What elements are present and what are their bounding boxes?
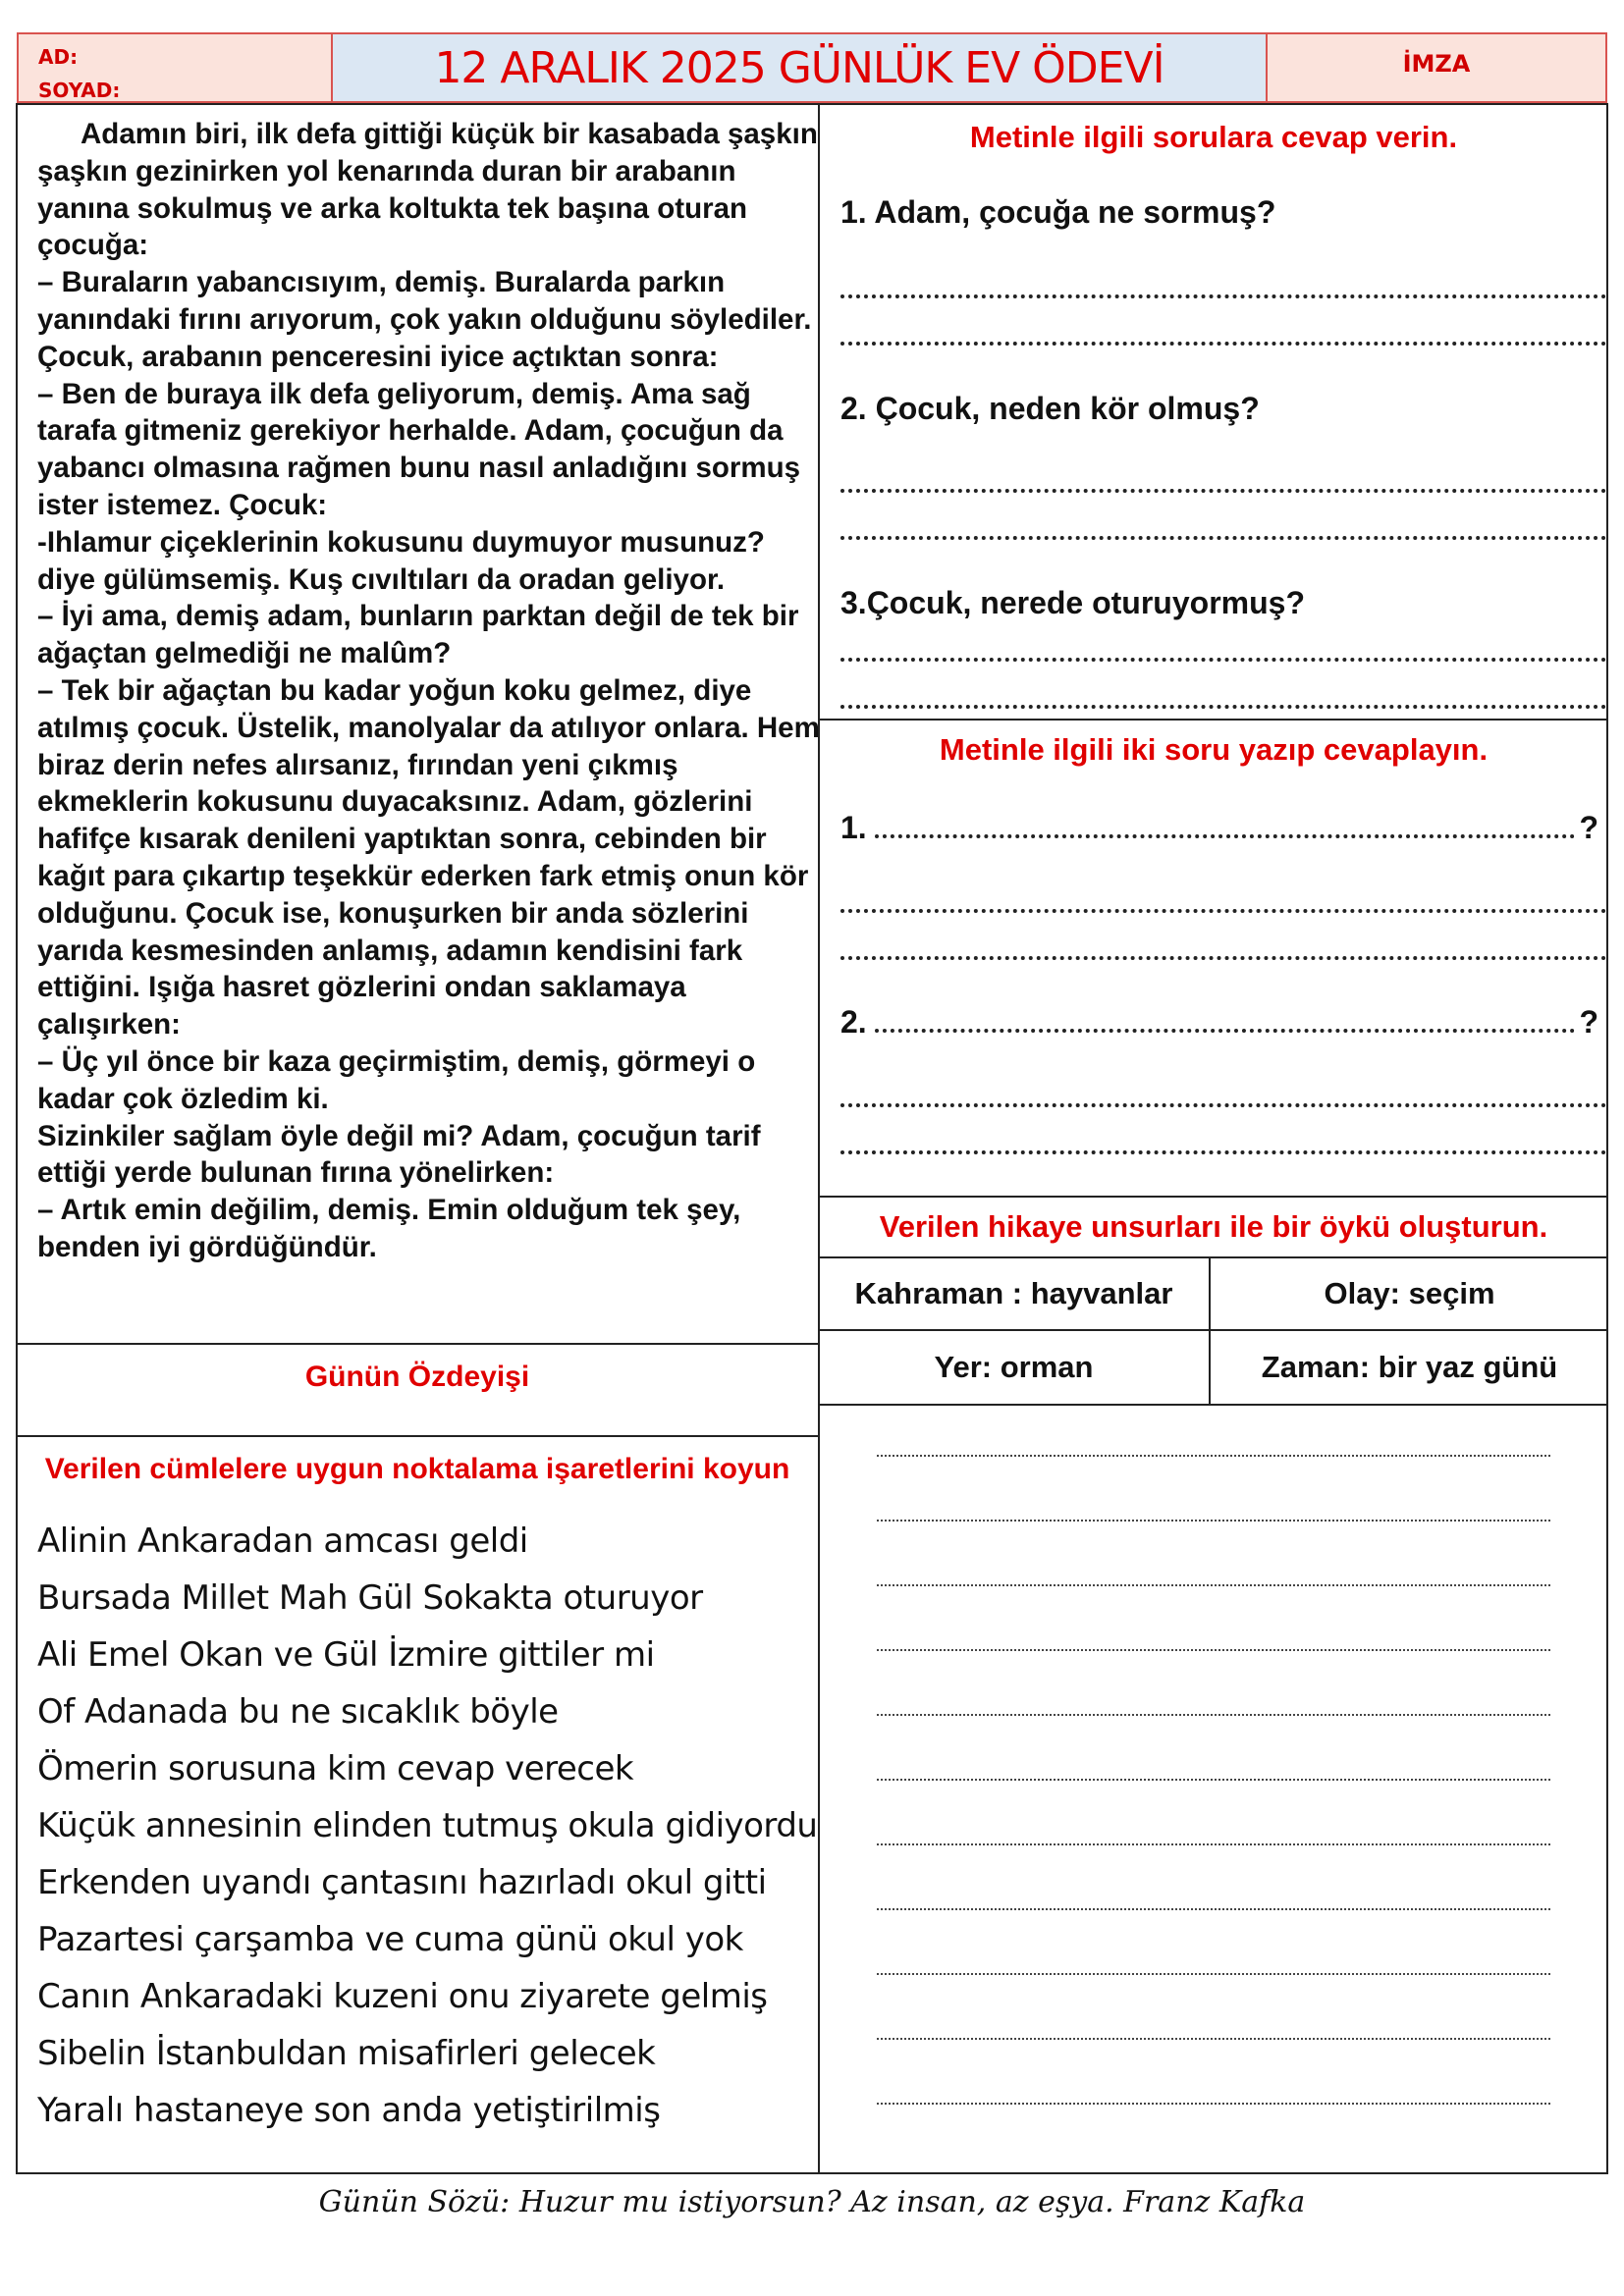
write-question-2[interactable] bbox=[840, 1001, 1598, 1041]
page-title: 12 ARALIK 2025 GÜNLÜK EV ÖDEVİ bbox=[434, 42, 1164, 93]
divider-story-bottom bbox=[16, 1343, 819, 1345]
punctuation-sentence: Pazartesi çarşamba ve cuma günü okul yok bbox=[37, 1920, 743, 1959]
punctuation-sentence: Alinin Ankaradan amcası geldi bbox=[37, 1522, 528, 1561]
element-olay: Olay: seçim bbox=[1324, 1276, 1495, 1310]
writing-line[interactable] bbox=[877, 2038, 1550, 2040]
two-questions-heading: Metinle ilgili iki soru yazıp cevaplayın. bbox=[939, 732, 1489, 767]
answer-line[interactable] bbox=[840, 294, 1606, 298]
element-yer: Yer: orman bbox=[934, 1350, 1094, 1384]
punctuation-sentence: Küçük annesinin elinden tutmuş okula gidiyordu bbox=[37, 1806, 818, 1845]
ad-label: AD: bbox=[38, 45, 79, 69]
divider-two-questions-bottom bbox=[819, 1196, 1608, 1198]
story-paragraph: – İyi ama, demiş adam, bunların parktan değil de tek bir ağaçtan gelmediği ne malûm? bbox=[37, 600, 799, 670]
element-zaman: Zaman: bir yaz günü bbox=[1261, 1350, 1558, 1384]
writing-line[interactable] bbox=[877, 1714, 1550, 1716]
question-1: 1. Adam, çocuğa ne sormuş? bbox=[840, 194, 1276, 230]
question-leader-line bbox=[875, 834, 1576, 838]
question-number: 2. bbox=[840, 1004, 867, 1040]
story-paragraph: -Ihlamur çiçeklerinin kokusunu duymuyor musunuz? diye gülümsemiş. Kuş cıvıltıları da oradan geliyor. bbox=[37, 525, 765, 596]
punctuation-sentence: Ali Emel Okan ve Gül İzmire gittiler mi bbox=[37, 1635, 655, 1675]
story-paragraph: – Ben de buraya ilk defa geliyorum, demiş. Ama sağ tarafa gitmeniz gerekiyor herhalde. Adam, çocuğun da yabancı olmasına rağmen bunu nasıl anladığını sormuş ister istemez. Çocuk: bbox=[37, 377, 801, 521]
punctuation-sentence: Erkenden uyandı çantasını hazırladı okul gitti bbox=[37, 1863, 767, 1902]
question-2: 2. Çocuk, neden kör olmuş? bbox=[840, 391, 1260, 426]
punctuation-sentence: Canın Ankaradaki kuzeni onu ziyarete gelmiş bbox=[37, 1977, 768, 2016]
question-number: 1. bbox=[840, 810, 867, 845]
writing-line[interactable] bbox=[877, 2103, 1550, 2105]
name-field-box bbox=[17, 32, 333, 103]
story-paragraph: – Artık emin değilim, demiş. Emin olduğum tek şey, benden iyi gördüğündür. bbox=[37, 1194, 741, 1263]
writing-line[interactable] bbox=[877, 1843, 1550, 1845]
punctuation-sentence: Of Adanada bu ne sıcaklık böyle bbox=[37, 1692, 559, 1732]
writing-line[interactable] bbox=[877, 1908, 1550, 1910]
question-3: 3.Çocuk, nerede oturuyormuş? bbox=[840, 585, 1305, 620]
soyad-label: SOYAD: bbox=[38, 79, 121, 99]
write-question-1[interactable] bbox=[840, 807, 1598, 846]
answer-line[interactable] bbox=[840, 342, 1606, 346]
punctuation-sentence: Sibelin İstanbuldan misafirleri gelecek bbox=[37, 2034, 656, 2073]
answer-line[interactable] bbox=[840, 909, 1606, 913]
story-paragraph: – Buraların yabancısıyım, demiş. Buralarda parkın yanındaki fırını arıyorum, çok yakın olduğunu söylediler. bbox=[37, 266, 812, 336]
story-paragraph: – Üç yıl önce bir kaza geçirmiştim, demiş, görmeyi o kadar çok özledim ki. bbox=[37, 1044, 756, 1115]
divider-elements-bottom bbox=[819, 1404, 1608, 1406]
writing-line[interactable] bbox=[877, 1584, 1550, 1586]
punctuation-sentence: Bursada Millet Mah Gül Sokakta oturuyor bbox=[37, 1578, 703, 1618]
footer-quote: Günün Sözü: Huzur mu istiyorsun? Az insan, az eşya. Franz Kafka bbox=[318, 2185, 1306, 2219]
divider-questions-bottom bbox=[819, 719, 1608, 721]
punctuation-sentence: Ömerin sorusuna kim cevap verecek bbox=[37, 1749, 634, 1789]
imza-label: İMZA bbox=[1402, 50, 1471, 78]
writing-line[interactable] bbox=[877, 1520, 1550, 1522]
story-paragraph: – Tek bir ağaçtan bu kadar yoğun koku gelmez, diye atılmış çocuk. Üstelik, manolyalar da atılıyor onlara. Hem biraz derin nefes alırsanız, fırından yeni çıkmış ekmeklerin kokusunu duyacaksınız. Adam, gözlerini hafifçe kısarak denileni yaptıktan sonra, cebinden bir kağıt para çıkartıp teşekkür ederken fark etmiş onun kör olduğunu. Çocuk ise, konuşurken bir anda sözlerini yarıda kesmesinden anlamış, adamın kendisini fark ettiğini. Işığa hasret gözlerini ondan saklamaya çalışırken: bbox=[37, 673, 820, 1041]
story-paragraph: Sizinkiler sağlam öyle değil mi? Adam, çocuğun tarif ettiği yerde bulunan fırına yönelirken: bbox=[37, 1119, 761, 1190]
signature-box bbox=[1266, 32, 1607, 103]
divider-ozdeyis-bottom bbox=[16, 1435, 819, 1437]
answer-line[interactable] bbox=[840, 956, 1606, 960]
answer-line[interactable] bbox=[840, 1103, 1606, 1107]
answer-line[interactable] bbox=[840, 1150, 1606, 1154]
title-box bbox=[333, 32, 1266, 103]
question-mark: ? bbox=[1579, 810, 1598, 845]
writing-line[interactable] bbox=[877, 1649, 1550, 1651]
ozdeyis-heading: Günün Özdeyişi bbox=[304, 1361, 530, 1393]
writing-line[interactable] bbox=[877, 1779, 1550, 1781]
answer-line[interactable] bbox=[840, 705, 1606, 709]
question-leader-line bbox=[875, 1029, 1576, 1033]
answer-line[interactable] bbox=[840, 489, 1606, 493]
story-text bbox=[37, 116, 823, 1266]
element-kahraman: Kahraman : hayvanlar bbox=[854, 1276, 1173, 1310]
question-mark: ? bbox=[1579, 1004, 1598, 1040]
answer-line[interactable] bbox=[840, 658, 1606, 662]
answer-line[interactable] bbox=[840, 536, 1606, 540]
questions-heading: Metinle ilgili sorulara cevap verin. bbox=[969, 120, 1458, 154]
story-elements-heading: Verilen hikaye unsurları ile bir öykü oluşturun. bbox=[879, 1209, 1548, 1244]
punctuation-heading: Verilen cümlelere uygun noktalama işaretlerini koyun bbox=[44, 1453, 790, 1485]
writing-line[interactable] bbox=[877, 1973, 1550, 1975]
punctuation-sentence: Yaralı hastaneye son anda yetiştirilmiş bbox=[37, 2091, 661, 2130]
writing-line[interactable] bbox=[877, 1455, 1550, 1457]
story-paragraph: Adamın biri, ilk defa gittiği küçük bir kasabada şaşkın şaşkın gezinirken yol kenarında duran bir arabanın yanına sokulmuş ve arka koltukta tek başına oturan çocuğa: bbox=[37, 118, 818, 262]
story-paragraph: Çocuk, arabanın penceresini iyice açtıktan sonra: bbox=[37, 340, 719, 373]
